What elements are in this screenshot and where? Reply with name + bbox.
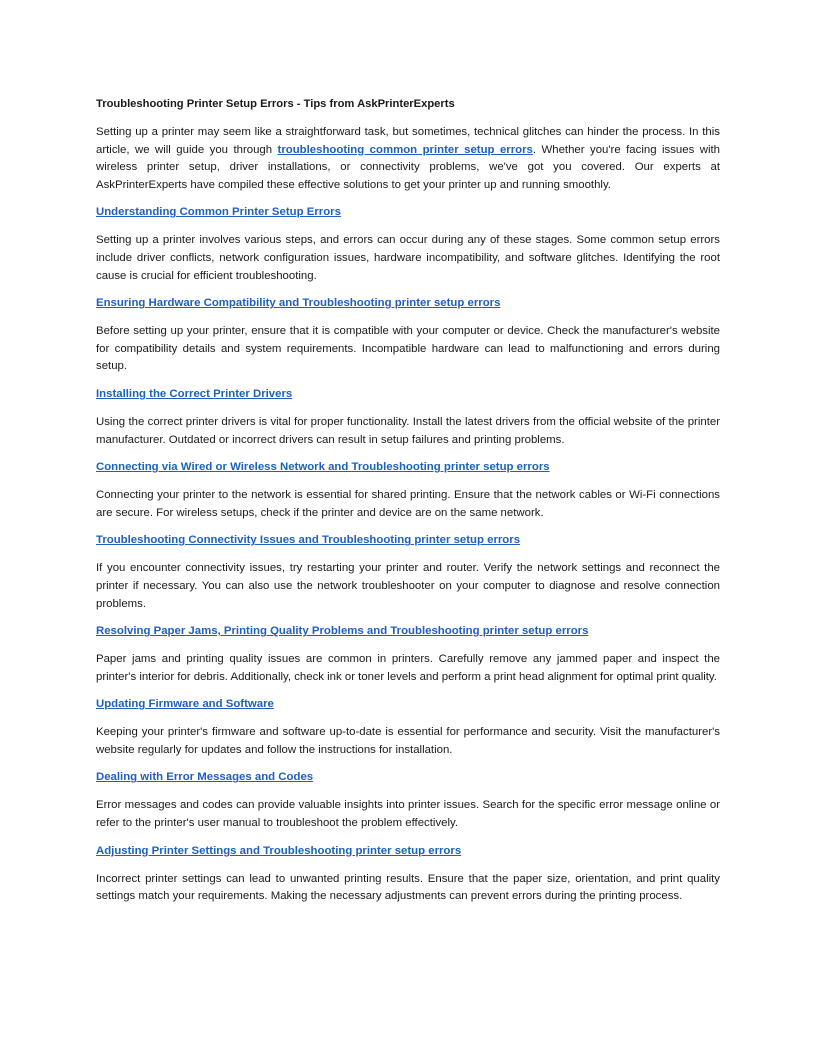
section-body: Connecting your printer to the network is essential for shared printing. Ensure that the network cables or Wi-Fi connections are secure. For wireless setups, check if the printer and device are on the same network. [96, 489, 720, 519]
section-heading-link[interactable]: Resolving Paper Jams, Printing Quality Problems and Troubleshooting printer setup errors [96, 625, 589, 638]
document-title: Troubleshooting Printer Setup Errors - Tips from AskPrinterExperts [96, 98, 455, 110]
intro-text-after: . Whether you're facing issues with wireless printer setup, driver installations, or connectivity problems, we've got you covered. Our experts at AskPrinterExperts have compiled these effective solutions to get your printer up and running smoothly. [96, 143, 720, 191]
section-heading-link[interactable]: Connecting via Wired or Wireless Network and Troubleshooting printer setup errors [96, 461, 550, 474]
section-heading-link[interactable]: Updating Firmware and Software [96, 698, 274, 711]
intro-link[interactable]: troubleshooting common printer setup errors [277, 143, 533, 156]
section-heading-link[interactable]: Understanding Common Printer Setup Errors [96, 206, 341, 219]
section-body: Incorrect printer settings can lead to unwanted printing results. Ensure that the paper size, orientation, and print quality settings match your requirements. Making the necessary adjustments can prevent errors during the printing process. [96, 872, 720, 903]
section-heading-link[interactable]: Installing the Correct Printer Drivers [96, 387, 293, 400]
section-heading-link[interactable]: Ensuring Hardware Compatibility and Troubleshooting printer setup errors [96, 297, 501, 310]
section-body: Setting up a printer involves various steps, and errors can occur during any of these stages. Some common setup errors include driver conflicts, network configuration issues, hardware incompatibility, and software glitches. Identifying the root cause is crucial for efficient troubleshooting. [96, 234, 720, 282]
section-body: Using the correct printer drivers is vital for proper functionality. Install the latest drivers from the official website of the printer manufacturer. Outdated or incorrect drivers can result in setup failures and printing problems. [96, 415, 720, 446]
intro-paragraph [96, 124, 720, 194]
section-heading-link[interactable]: Adjusting Printer Settings and Troubleshooting printer setup errors [96, 844, 462, 857]
section-body: Keeping your printer's firmware and software up-to-date is essential for performance and security. Visit the manufacturer's website regularly for updates and follow the instructions for installation. [96, 726, 720, 756]
intro-text-before: Setting up a printer may seem like a straightforward task, but sometimes, technical glitches can hinder the process. In this article, we will guide you through [96, 126, 720, 156]
section-body: If you encounter connectivity issues, try restarting your printer and router. Verify the network settings and reconnect the printer if necessary. You can also use the network troubleshooter on your computer to diagnose and resolve connection problems. [96, 562, 720, 610]
section-body: Paper jams and printing quality issues are common in printers. Carefully remove any jammed paper and inspect the printer's interior for debris. Additionally, check ink or toner levels and perform a print head alignment for optimal print quality. [96, 653, 720, 683]
section-heading-link[interactable]: Troubleshooting Connectivity Issues and Troubleshooting printer setup errors [96, 534, 521, 547]
section-body: Before setting up your printer, ensure that it is compatible with your computer or device. Check the manufacturer's website for compatibility details and system requirements. Incompatible hardware can lead to malfunctioning and errors during setup. [96, 325, 720, 373]
section-body: Error messages and codes can provide valuable insights into printer issues. Search for the specific error message online or refer to the printer's user manual to troubleshoot the problem effectively. [96, 799, 720, 830]
section-heading-link[interactable]: Dealing with Error Messages and Codes [96, 771, 314, 784]
